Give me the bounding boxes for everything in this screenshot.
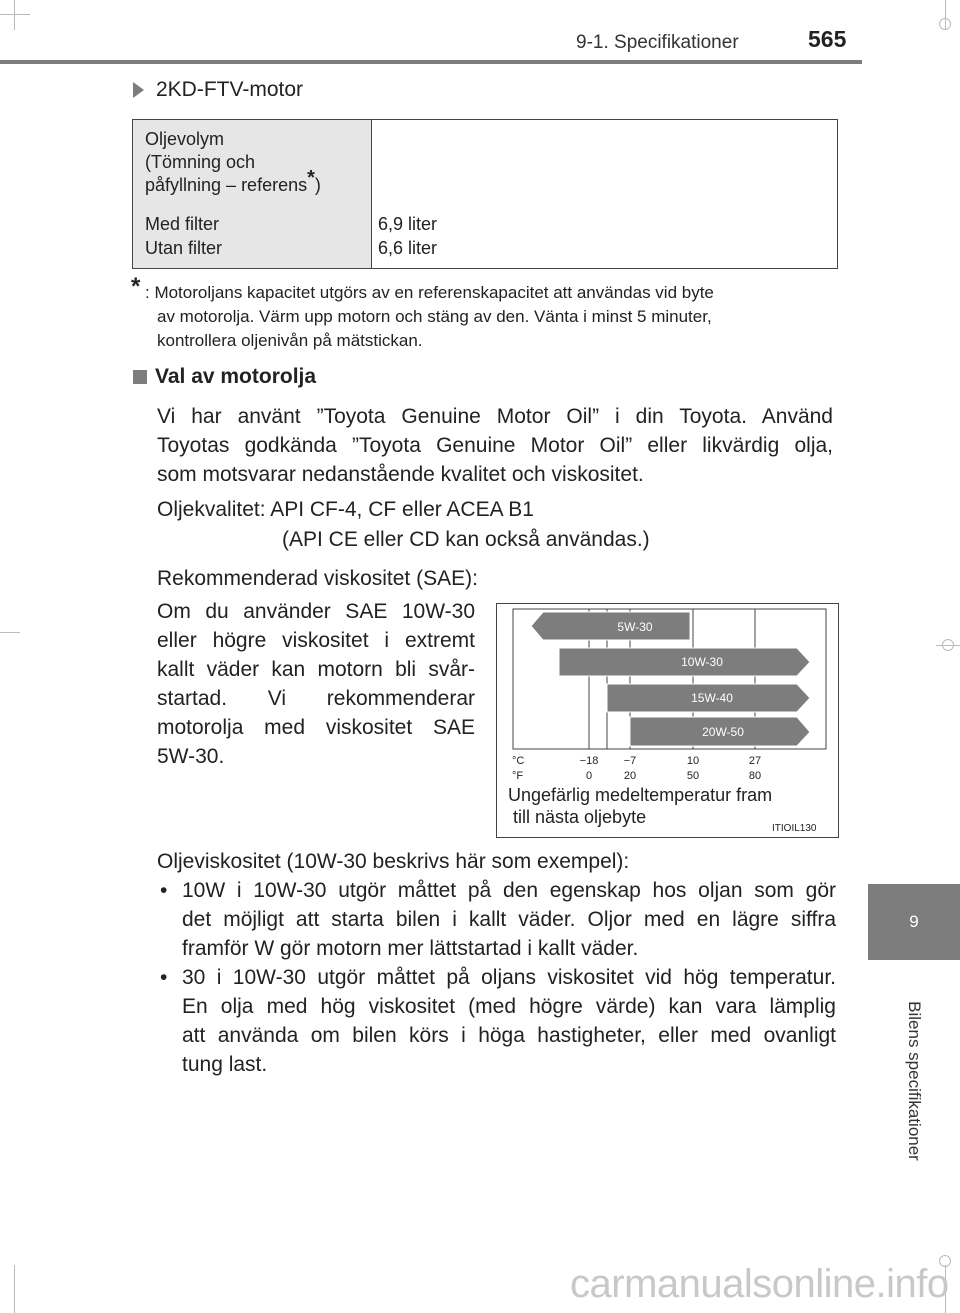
footnote-line: av motorolja. Värm upp motorn och stäng av den. Vänta i minst 5 minuter, [157,307,712,326]
registration-mark [942,639,954,651]
bullet-line: att använda om bilen körs i höga hastigheter, eller med ovanligt [182,1024,836,1047]
celsius-tick: 10 [686,755,700,767]
bullet-dot: • [160,879,168,902]
oil-quality-line: Oljekvalitet: API CF-4, CF eller ACEA B1 [157,498,534,521]
cold-weather-note [157,597,475,771]
oil-quality-note: (API CE eller CD kan också användas.) [282,528,650,551]
footnote-marker: * [131,273,141,300]
table-label-text: påfyllning – referens [145,175,308,195]
chapter-tab: 9 [868,884,960,960]
bullet-line: tung last. [182,1053,268,1076]
table-row-label: Med filter [145,214,220,234]
chapter-title [868,966,960,1196]
footnote-text [145,281,835,353]
note-line: eller högre viskositet i extremt [157,629,475,652]
watermark: carmanualsonline.info [570,1262,949,1306]
table-row-values [378,212,437,260]
table-row-labels [145,212,222,260]
figure-caption-line: Ungefärlig medeltemperatur fram [508,785,773,805]
engine-heading: 2KD-FTV-motor [156,78,304,101]
figure-id: ITIOIL130 [772,823,817,834]
intro-paragraph [157,402,833,489]
bullet-dot: • [160,966,168,989]
footnote-line: : Motoroljans kapacitet utgörs av en referenskapacitet att användas vid byte [145,283,714,302]
bullet-item [160,876,836,963]
triangle-bullet-icon [133,82,144,98]
bullet-line: det möjligt att starta bilen i kallt väder. Oljor med en lägre siffra [182,908,836,931]
celsius-label: °C [512,755,525,767]
bar-label: 15W-40 [691,691,733,705]
table-label-line: Oljevolym [145,129,225,149]
bullet-line: 10W i 10W-30 utgör måttet på den egenskap hos oljan som gör [182,879,836,902]
note-line: 5W-30. [157,745,225,768]
header-rule [0,60,862,64]
table-label-line: (Tömning och [145,152,256,172]
table-label-close: ) [314,175,321,195]
intro-line: Toyotas godkända ”Toyota Genuine Motor Oil” eller likvärdig olja, [157,434,833,457]
celsius-tick: 27 [748,755,762,767]
chapter-title-text: Bilens specifikationer [905,1001,925,1161]
bar-label: 10W-30 [681,655,723,669]
celsius-tick: −18 [579,755,599,767]
viscosity-figure [496,603,839,838]
bullet-line: 30 i 10W-30 utgör måttet på oljans viskositet vid hög temperatur. [182,966,836,989]
bullet-item [160,963,836,1079]
fahrenheit-tick: 0 [585,770,593,782]
celsius-tick: −7 [623,755,637,767]
header-section-title: 9-1. Specifikationer [576,32,739,53]
note-line: Om du använder SAE 10W-30 [157,600,475,623]
bar-label: 20W-50 [702,725,744,739]
bullet-line: framför W gör motorn mer lättstartad i kallt väder. [182,937,639,960]
bar-5w30 [531,612,690,640]
registration-mark [939,18,951,30]
crop-mark [14,0,15,30]
figure-caption [508,784,772,828]
table-row-value: 6,9 liter [378,214,438,234]
fahrenheit-tick: 80 [748,770,762,782]
crop-mark [0,632,20,633]
intro-line: Vi har använt ”Toyota Genuine Motor Oil” i din Toyota. Använd [157,405,833,428]
bullet-line: En olja med hög viskositet (med högre värde) kan vara lämplig [182,995,836,1018]
intro-line: som motsvarar nedanstående kvalitet och viskositet. [157,463,644,486]
bar-label: 5W-30 [617,620,653,634]
footnote-star: * [307,167,315,189]
table-label-line [145,167,321,197]
page-number: 565 [808,26,847,52]
viscosity-bullets [160,876,836,1079]
table-row-label: Utan filter [145,238,223,258]
section-heading: Val av motorolja [155,365,317,388]
fahrenheit-tick: 50 [686,770,700,782]
fahrenheit-tick: 20 [623,770,637,782]
note-line: startad. Vi rekommenderar [157,687,475,710]
table-label-block [145,128,321,197]
footnote-line: kontrollera oljenivån på mätstickan. [157,331,423,350]
viscosity-intro: Oljeviskositet (10W-30 beskrivs här som exempel): [157,850,630,873]
crop-mark [0,14,30,15]
note-line: kallt väder kan motorn bli svår- [157,658,475,681]
crop-mark [14,1265,15,1313]
fahrenheit-label: °F [512,770,524,782]
table-row-value: 6,6 liter [378,238,438,258]
recommended-viscosity: Rekommenderad viskositet (SAE): [157,567,478,590]
note-line: motorolja med viskositet SAE [157,716,475,739]
section-square-icon [133,370,147,384]
figure-caption-line: till nästa oljebyte [513,807,647,827]
